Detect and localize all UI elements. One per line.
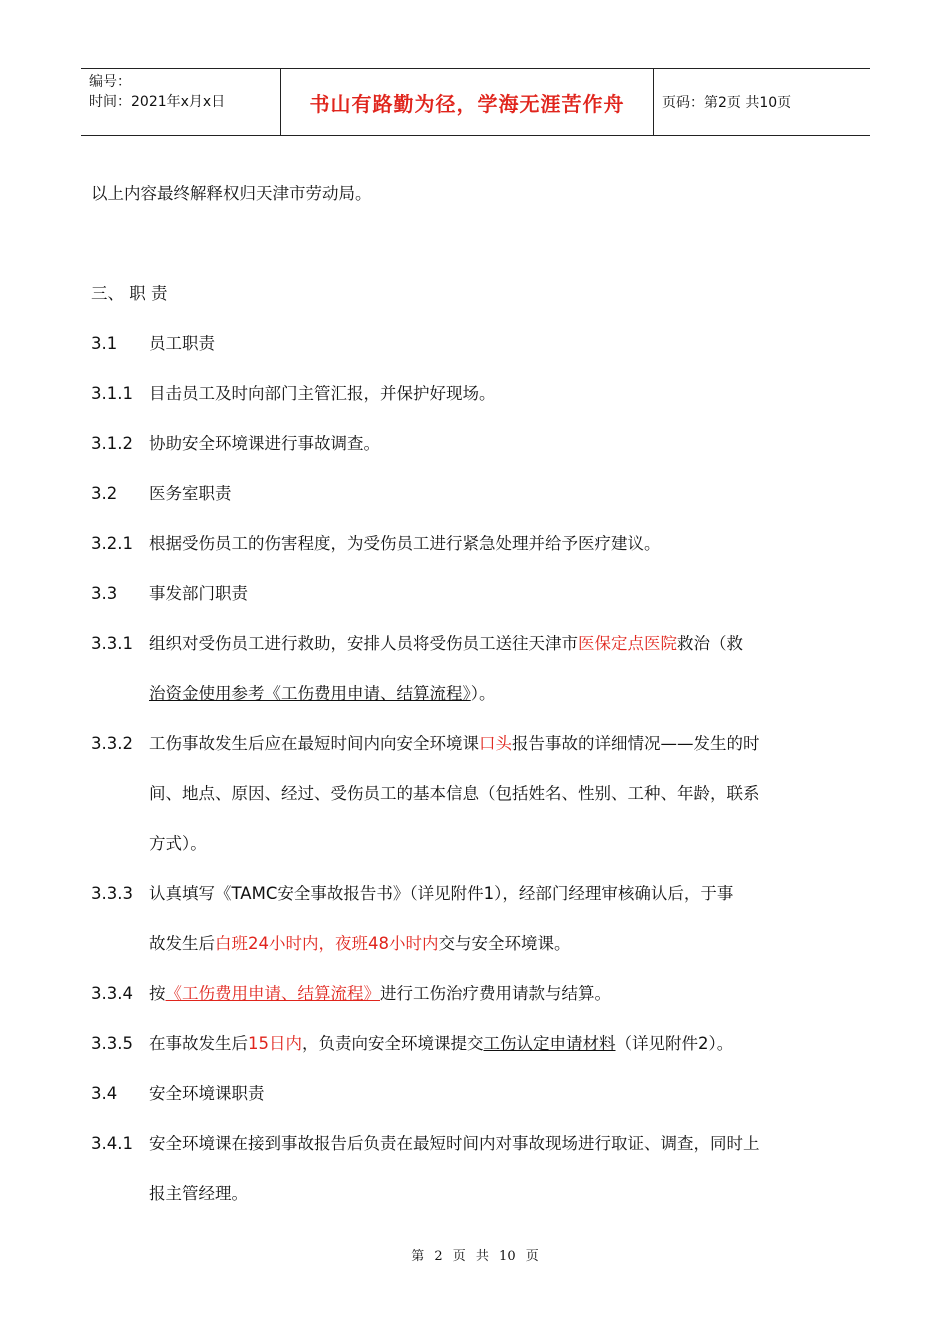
section-title: 三、 职 责 [91, 284, 168, 303]
intro-paragraph: 以上内容最终解释权归天津市劳动局。 [91, 184, 372, 203]
clause-text: 故发生后 [149, 934, 215, 953]
clause-3-3-2 [91, 724, 863, 774]
clause-number: 3.2.1 [91, 534, 133, 553]
clause-text: 救治（救 [677, 634, 743, 653]
clause-text: 医务室职责 [149, 484, 232, 503]
document-body [91, 174, 863, 1224]
highlight-verbal: 口头 [479, 734, 512, 753]
clause-text: （详见附件2）。 [615, 1034, 734, 1053]
page-footer: 第 2 页 共 10 页 [411, 1249, 539, 1264]
clause-3-3-4 [91, 974, 863, 1024]
clause-text: 进行工伤治疗费用请款与结算。 [380, 984, 611, 1003]
clause-3-3-1 [91, 624, 863, 674]
clause-text: 按 [149, 984, 166, 1003]
clause-3-2 [91, 474, 863, 524]
clause-number: 3.3 [91, 584, 118, 603]
clause-number: 3.4.1 [91, 1134, 133, 1153]
clause-number: 3.1.2 [91, 434, 133, 453]
clause-3-1 [91, 324, 863, 374]
page-header [81, 68, 870, 136]
clause-number: 3.3.5 [91, 1034, 133, 1053]
clause-text: 协助安全环境课进行事故调查。 [149, 434, 380, 453]
clause-number: 3.4 [91, 1084, 118, 1103]
clause-text: 工伤事故发生后应在最短时间内向安全环境课 [149, 734, 479, 753]
clause-number: 3.3.1 [91, 634, 133, 653]
clause-number: 3.1 [91, 334, 118, 353]
header-motto: 书山有路勤为径，学海无涯苦作舟 [309, 91, 625, 116]
clause-3-3 [91, 574, 863, 624]
clause-text: 根据受伤员工的伤害程度，为受伤员工进行紧急处理并给予医疗建议。 [149, 534, 661, 553]
clause-number: 3.1.1 [91, 384, 133, 403]
clause-3-4-1-continued: 报主管经理。 [149, 1184, 248, 1203]
clause-3-3-3-continued [91, 924, 863, 974]
clause-text: 在事故发生后 [149, 1034, 248, 1053]
header-meta [81, 69, 281, 135]
document-number-label: 编号： [89, 74, 131, 90]
clause-3-1-2 [91, 424, 863, 474]
highlight-hospital: 医保定点医院 [578, 634, 677, 653]
clause-text: 组织对受伤员工进行救助，安排人员将受伤员工送往天津市 [149, 634, 578, 653]
clause-text: 事发部门职责 [149, 584, 248, 603]
clause-3-1-1 [91, 374, 863, 424]
clause-text: 安全环境课在接到事故报告后负责在最短时间内对事故现场进行取证、调查，同时上 [149, 1134, 760, 1153]
clause-number: 3.2 [91, 484, 118, 503]
clause-3-3-2-continued-2: 方式）。 [149, 834, 207, 853]
clause-3-3-3 [91, 874, 863, 924]
clause-text: 目击员工及时向部门主管汇报，并保护好现场。 [149, 384, 496, 403]
clause-text: 员工职责 [149, 334, 215, 353]
clause-number: 3.3.3 [91, 884, 133, 903]
clause-3-3-2-continued: 间、地点、原因、经过、受伤员工的基本信息（包括姓名、性别、工种、年龄，联系 [149, 784, 760, 803]
clause-text: 报告事故的详细情况——发生的时 [512, 734, 760, 753]
spacer [91, 224, 863, 274]
clause-text: 交与安全环境课。 [438, 934, 571, 953]
clause-text: ）。 [470, 684, 496, 703]
clause-3-3-5 [91, 1024, 863, 1074]
clause-3-4-1 [91, 1124, 863, 1174]
clause-text: 安全环境课职责 [149, 1084, 265, 1103]
highlight-15-days: 15日内 [248, 1034, 302, 1053]
clause-text: 认真填写《TAMC安全事故报告书》（详见附件1），经部门经理审核确认后，于事 [149, 884, 734, 903]
header-motto-cell [281, 69, 654, 135]
clause-3-3-1-continued [91, 674, 863, 724]
clause-number: 3.3.2 [91, 734, 133, 753]
header-page-cell [654, 69, 870, 135]
clause-3-4 [91, 1074, 863, 1124]
header-page-label: 页码：第2页 共10页 [662, 95, 792, 111]
process-link[interactable]: 《工伤费用申请、结算流程》 [165, 984, 380, 1003]
clause-number: 3.3.4 [91, 984, 133, 1003]
clause-3-2-1 [91, 524, 863, 574]
highlight-deadline: 白班24小时内，夜班48小时内 [215, 934, 439, 953]
document-time-label: 时间：2021年x月x日 [89, 94, 226, 110]
materials-reference: 工伤认定申请材料 [483, 1034, 616, 1053]
clause-text: ，负责向安全环境课提交 [302, 1034, 484, 1053]
process-reference: 治资金使用参考《工伤费用申请、结算流程》 [149, 684, 471, 703]
